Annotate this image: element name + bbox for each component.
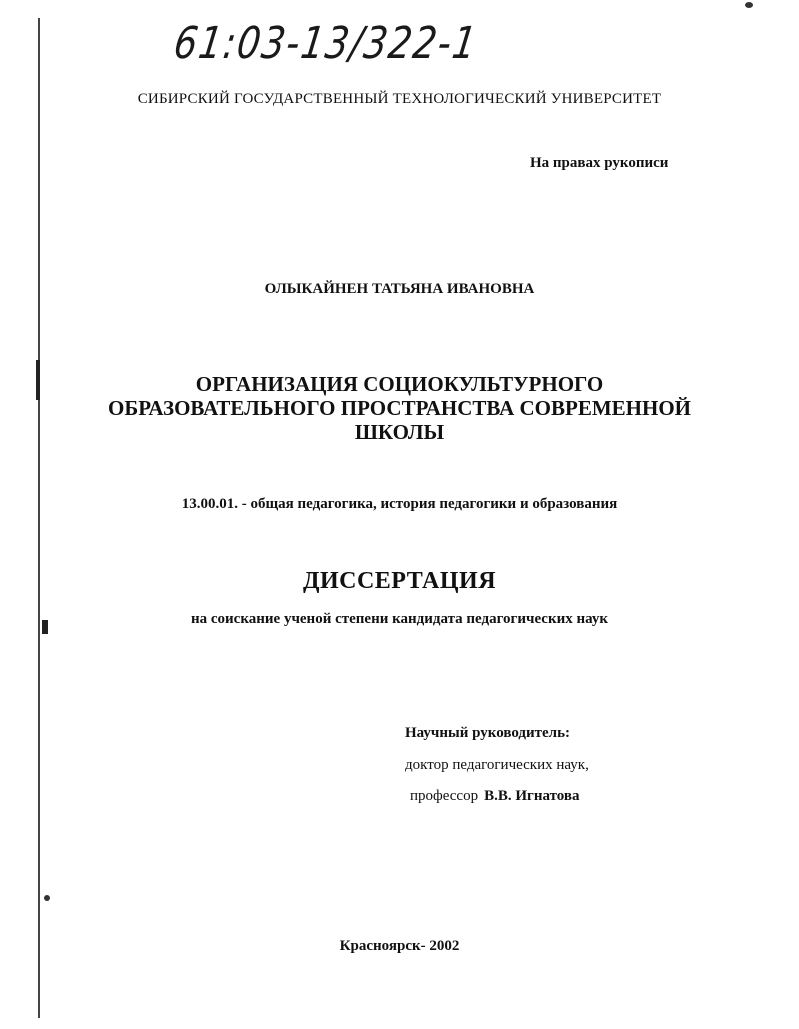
scan-speck: [44, 895, 50, 901]
scan-edge-left: [38, 18, 40, 1018]
supervisor-degree: доктор педагогических наук,: [405, 757, 589, 773]
supervisor-line: [410, 788, 579, 805]
degree-statement: на соискание ученой степени кандидата педагогических наук: [190, 611, 609, 627]
scan-speck: [745, 2, 753, 8]
rights-note: На правах рукописи: [530, 155, 669, 171]
archive-number: 61:03-13/322-1: [170, 18, 481, 69]
city-year: Красноярск- 2002: [339, 938, 460, 954]
document-type: ДИССЕРТАЦИЯ: [302, 568, 497, 594]
university-name: СИБИРСКИЙ ГОСУДАРСТВЕННЫЙ ТЕХНОЛОГИЧЕСКИЙ УНИВЕРСИТЕТ: [137, 91, 662, 107]
title-line-3: ШКОЛЫ: [354, 420, 445, 444]
supervisor-name: В.В. Игнатова: [484, 788, 580, 804]
supervisor-label: Научный руководитель:: [405, 725, 570, 741]
supervisor-title: профессор: [410, 788, 479, 804]
title-line-2: ОБРАЗОВАТЕЛЬНОГО ПРОСТРАНСТВА СОВРЕМЕННОЙ: [107, 396, 691, 420]
author-name: ОЛЫКАЙНЕН ТАТЬЯНА ИВАНОВНА: [264, 281, 535, 297]
title-line-1: ОРГАНИЗАЦИЯ СОЦИОКУЛЬТУРНОГО: [195, 372, 604, 396]
specialty-code: 13.00.01. - общая педагогика, история педагогики и образования: [181, 496, 618, 512]
dissertation-title: [0, 372, 799, 444]
